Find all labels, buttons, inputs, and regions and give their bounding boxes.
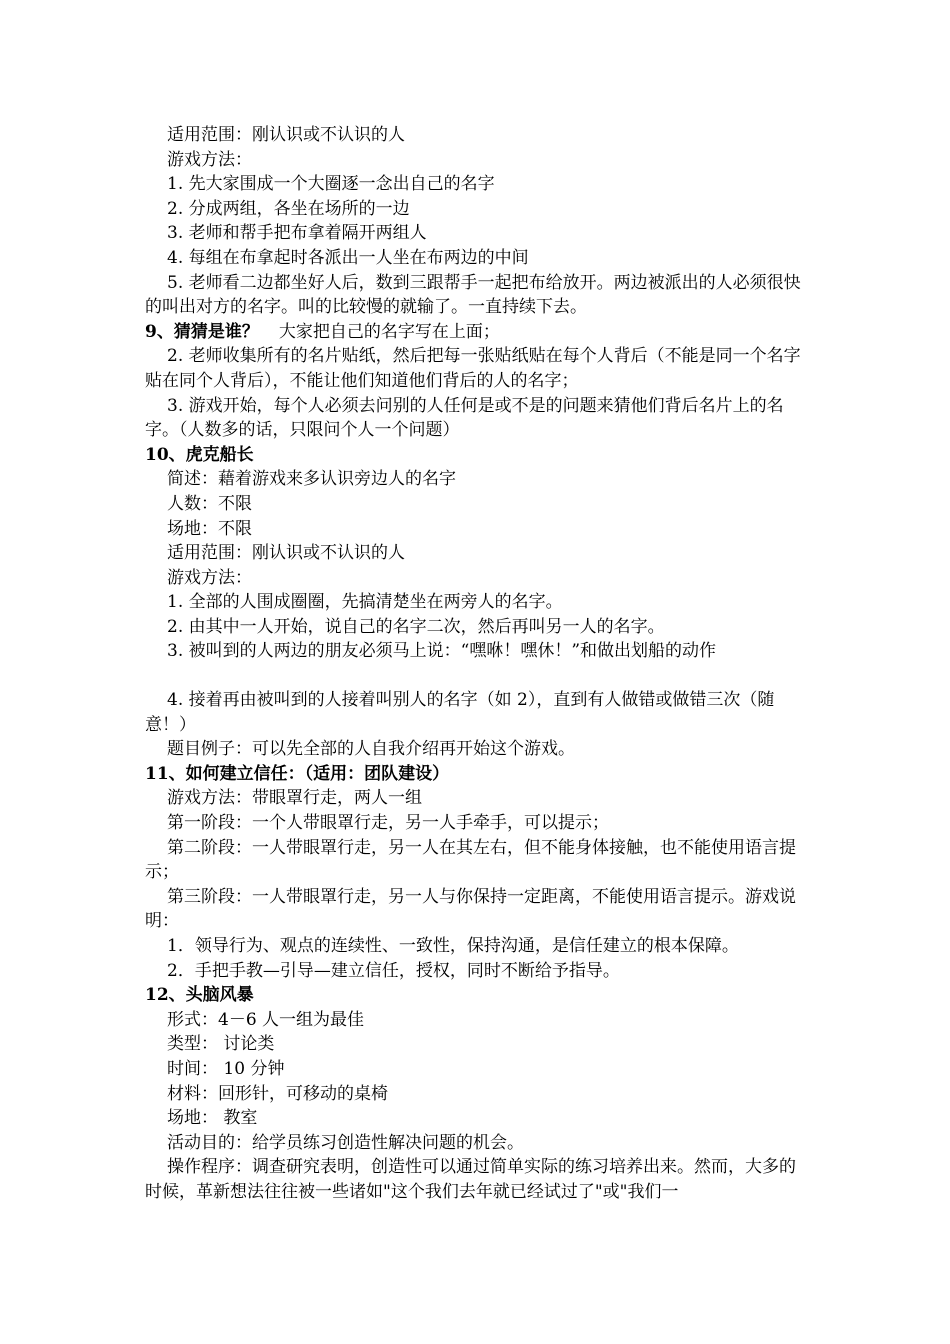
text-line: 场地：不限: [167, 518, 252, 539]
text-line: 游戏方法：: [167, 149, 252, 170]
list-item: 3. 被叫到的人两边的朋友必须马上说：“嘿咻！嘿休！”和做出划船的动作: [167, 641, 717, 662]
text-line: 游戏方法：带眼罩行走，两人一组: [167, 788, 422, 809]
text-line: 形式：4－6 人一组为最佳: [167, 1009, 365, 1030]
text-line: 人数：不限: [167, 493, 252, 514]
list-item: 1．领导行为、观点的连续性、一致性，保持沟通，是信任建立的根本保障。: [167, 936, 739, 956]
text-line: 材料：回形针，可移动的桌椅: [167, 1083, 388, 1104]
text-line: 大家把自己的名字写在上面；: [278, 321, 500, 342]
text-line: 活动目的：给学员练习创造性解决问题的机会。: [167, 1132, 524, 1153]
text-line: 时间： 10 分钟: [167, 1058, 285, 1079]
paragraph: 第二阶段：一人带眼罩行走，另一人在其左右，但不能身体接触，也不能使用语言提示；: [145, 837, 796, 883]
section-heading-row: [145, 320, 810, 345]
blank-line: [145, 664, 810, 688]
paragraph: 2. 老师收集所有的名片贴纸，然后把每一张贴纸贴在每个人背后（不能是同一个名字贴在同个人背后），不能让他们知道他们背后的人的名字；: [145, 346, 801, 391]
document-body: [145, 123, 810, 1205]
list-item: 2. 分成两组，各坐在场所的一边: [167, 198, 410, 219]
paragraph: 操作程序：调查研究表明，创造性可以通过简单实际的练习培养出来。然而，大多的时候，革新想法往往被一些诸如"这个我们去年就已经试过了"或"我们一: [145, 1157, 796, 1202]
text-line: 适用范围：刚认识或不认识的人: [167, 125, 405, 145]
section-heading: 11、如何建立信任：（适用：团队建设）: [145, 763, 450, 784]
text-line: 类型： 讨论类: [167, 1034, 275, 1055]
section-heading: 10、虎克船长: [145, 444, 254, 465]
text-line: 场地： 教室: [167, 1108, 258, 1129]
section-heading: 9、猜猜是谁？: [145, 321, 259, 342]
list-item: 1. 全部的人围成圈圈，先搞清楚坐在两旁人的名字。: [167, 592, 563, 613]
list-item: 2. 由其中一人开始，说自己的名字二次，然后再叫另一人的名字。: [167, 616, 665, 637]
paragraph: 5. 老师看二边都坐好人后，数到三跟帮手一起把布给放开。两边被派出的人必须很快的叫出对方的名字。叫的比较慢的就输了。一直持续下去。: [145, 272, 801, 318]
text-line: 适用范围：刚认识或不认识的人: [167, 543, 405, 564]
list-item: 2．手把手教—引导—建立信任，授权，同时不断给予指导。: [167, 960, 620, 981]
paragraph: 第三阶段：一人带眼罩行走，另一人与你保持一定距离，不能使用语言提示。游戏说明：: [145, 886, 796, 932]
list-item: 1. 先大家围成一个大圈逐一念出自己的名字: [167, 174, 495, 195]
text-line: 游戏方法：: [167, 567, 252, 588]
paragraph: 3. 游戏开始，每个人必须去问别的人任何是或不是的问题来猜他们背后名片上的名字。（人数多的话，只限问个人一个问题）: [145, 395, 784, 441]
text-line: 题目例子：可以先全部的人自我介绍再开始这个游戏。: [167, 739, 575, 760]
list-item: 3. 老师和帮手把布拿着隔开两组人: [167, 223, 427, 244]
section-heading: 12、头脑风暴: [145, 985, 254, 1006]
text-line: 第一阶段：一个人带眼罩行走，另一人手牵手，可以提示；: [167, 813, 609, 834]
list-item: 4. 每组在布拿起时各派出一人坐在布两边的中间: [167, 247, 529, 268]
text-line: 简述：藉着游戏来多认识旁边人的名字: [167, 469, 456, 490]
paragraph: 4. 接着再由被叫到的人接着叫别人的名字（如 2），直到有人做错或做错三次（随意！）: [145, 690, 775, 735]
